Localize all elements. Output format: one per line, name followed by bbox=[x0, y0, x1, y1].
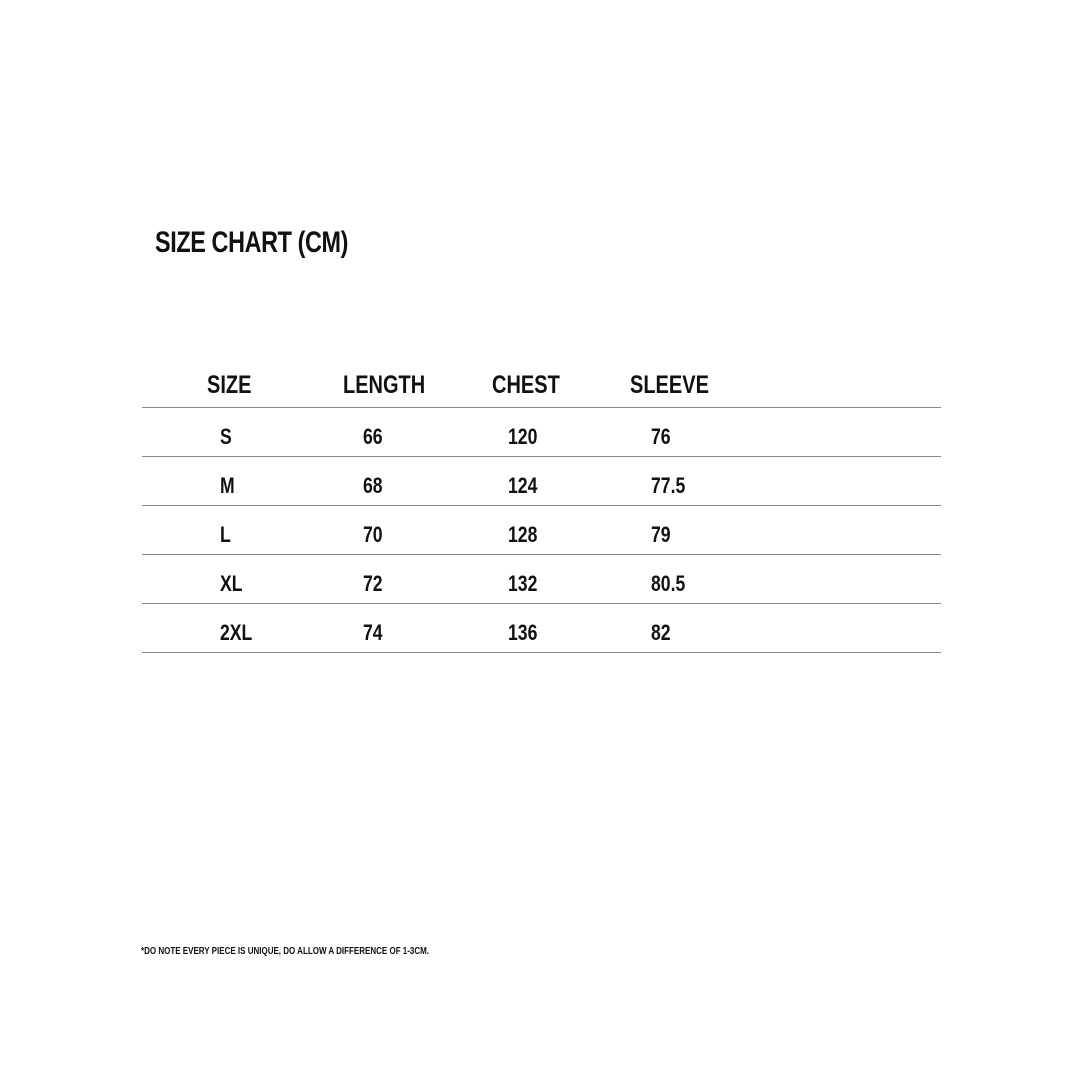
cell-size: S bbox=[220, 424, 232, 449]
header-chest: CHEST bbox=[492, 371, 560, 399]
cell-sleeve: 77.5 bbox=[651, 473, 686, 498]
cell-length: 74 bbox=[363, 620, 383, 645]
size-table bbox=[142, 362, 941, 653]
cell-length: 70 bbox=[363, 522, 383, 547]
cell-length: 72 bbox=[363, 571, 383, 596]
cell-chest: 136 bbox=[508, 620, 538, 645]
table-row bbox=[142, 555, 941, 604]
cell-chest: 124 bbox=[508, 473, 538, 498]
cell-sleeve: 82 bbox=[651, 620, 671, 645]
cell-length: 68 bbox=[363, 473, 383, 498]
cell-chest: 128 bbox=[508, 522, 538, 547]
cell-size: L bbox=[220, 522, 231, 547]
cell-sleeve: 80.5 bbox=[651, 571, 686, 596]
page-title: SIZE CHART (CM) bbox=[155, 226, 349, 259]
table-row bbox=[142, 457, 941, 506]
table-row bbox=[142, 506, 941, 555]
table-row bbox=[142, 604, 941, 653]
cell-sleeve: 76 bbox=[651, 424, 671, 449]
header-length: LENGTH bbox=[343, 371, 426, 399]
cell-chest: 132 bbox=[508, 571, 538, 596]
table-header-row bbox=[142, 362, 941, 408]
header-sleeve: SLEEVE bbox=[630, 371, 709, 399]
disclaimer-note: *DO NOTE EVERY PIECE IS UNIQUE, DO ALLOW A DIFFERENCE OF 1-3CM. bbox=[141, 946, 430, 957]
cell-chest: 120 bbox=[508, 424, 538, 449]
cell-size: 2XL bbox=[220, 620, 253, 645]
header-size: SIZE bbox=[207, 371, 252, 399]
table-row bbox=[142, 408, 941, 457]
cell-sleeve: 79 bbox=[651, 522, 671, 547]
cell-size: XL bbox=[220, 571, 243, 596]
cell-size: M bbox=[220, 473, 235, 498]
cell-length: 66 bbox=[363, 424, 383, 449]
